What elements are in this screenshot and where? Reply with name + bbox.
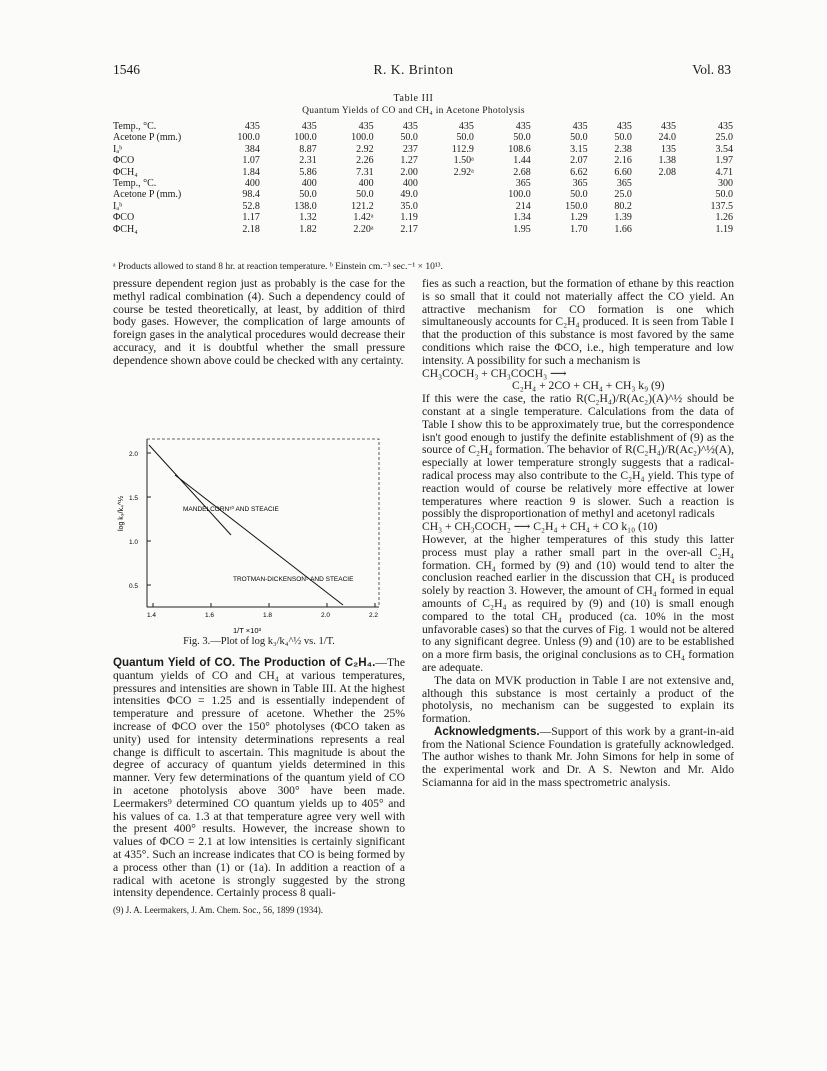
left-paragraph-2: —The quantum yields of CO and CH₄ at various temperatures, pressures and intensities are shown in Table III. At the highest intensities ΦCO = 1.25 and is essentially independent of temperature and pressure of acetone. Whether the 25% increase of ΦCO over the 150° photolyses (ΦCO taken as unity) used for intensity determinations represents a real change is difficult to ascertain. This magnitude is about the degree of accuracy of quantum yields determined in this manner. Very few determinations of the quantum yield of CO in acetone photolysis above 300° have been made. Leermakers⁹ determined CO quantum yields up to 405° and his values of ca. 1.3 at that temperature agree very well with the present 400° results. However, the increase shown to values of ΦCO = 2.1 at low intensities is certainly significant at 435°. Such an increase indicates that CO is being formed by a process other than (1) or (1a). In addition a reaction of a radical with acetone is strongly suggested by the strong intensity dependence. Certainly process 8 quali- [113, 656, 405, 900]
table-cell: 112.9 [451, 143, 474, 155]
block2-row [113, 178, 733, 189]
block1-row [113, 167, 733, 178]
table-cell [418, 201, 474, 212]
table-cell: 25.0 [715, 132, 733, 144]
row-label: Acetone P (mm.) [113, 132, 182, 144]
table-cell: 365 [616, 178, 632, 190]
table-cell: 35.0 [400, 200, 418, 212]
table-cell: 300 [718, 178, 733, 190]
table-cell: 435 [515, 121, 531, 132]
table-cell [418, 212, 474, 223]
table-cell [418, 178, 474, 189]
table-cell: 1.50ᵃ [453, 155, 474, 167]
table-cell: 5.86 [299, 166, 317, 178]
table-cell [632, 224, 676, 235]
table-cell: 50.0 [614, 132, 632, 144]
table-cell: 1.70 [570, 223, 588, 235]
mandelcorn-line [149, 445, 231, 535]
table-cell: 100.0 [508, 189, 531, 201]
table-cell: 435 [358, 121, 374, 132]
table-cell: 400 [358, 178, 374, 190]
table-cell: 365 [572, 178, 588, 190]
table-cell: 50.0 [570, 189, 588, 201]
table-caption: Table III [393, 93, 434, 104]
row-label: ΦCO [113, 212, 135, 224]
table-cell: 400 [244, 178, 260, 190]
y-tick-label: 1.0 [129, 539, 139, 546]
trotman-label: TROTMAN-DICKENSON⁵ AND STEACIE [233, 576, 354, 583]
table-cell: 8.87 [299, 143, 317, 155]
table-cell: 7.31 [356, 166, 374, 178]
ack-heading: Acknowledgments. [434, 724, 540, 738]
row-label: Temp., °C. [113, 121, 157, 132]
table-cell: 1.19 [715, 223, 733, 235]
x-axis-label: 1/T ×10³ [233, 626, 262, 635]
table-cell: 435 [572, 121, 588, 132]
table-cell [418, 189, 474, 200]
table-cell: 1.07 [242, 155, 260, 167]
y-tick-label: 2.0 [129, 451, 139, 458]
block2-row [113, 189, 733, 200]
equation-9a: CH₃COCH₃ + CH₃COCH₃ ⟶ [422, 366, 567, 380]
table-cell: 2.92 [356, 143, 374, 155]
page-number: 1546 [113, 62, 140, 77]
table-cell: 1.42ᵃ [353, 212, 374, 224]
table-cell: 2.00 [400, 166, 418, 178]
block2-row [113, 201, 733, 212]
table-cell: 384 [244, 143, 260, 155]
row-label: Temp., °C. [113, 178, 157, 190]
table-cell: 1.26 [715, 212, 733, 224]
table-cell: 2.08 [658, 166, 677, 178]
mandelcorn-label: MANDELCORN¹⁰ AND STEACIE [183, 506, 279, 513]
table-cell: 2.18 [242, 223, 260, 235]
table-cell: 98.4 [242, 189, 260, 201]
row-label: Iₐᵇ [113, 200, 123, 212]
x-tick-label: 1.6 [205, 612, 215, 619]
table-cell [632, 201, 676, 212]
table-cell: 2.38 [614, 143, 632, 155]
equation-9b: C₂H₄ + 2CO + CH₄ + CH₃ k₉ (9) [512, 379, 665, 393]
table-cell: 24.0 [658, 132, 677, 144]
row-label: Acetone P (mm.) [113, 189, 182, 201]
right-paragraph-1: fies as such a reaction, but the formation of ethane by this reaction is so small that it could not materially affect the CO yield. An attractive mechanism for CO formation is one which simultaneously accounts for C₂H₄ produced. It is seen from Table I that the production of this substance is most favored by the same conditions which raise the ΦCO, i.e., high temperature and low intensity. A possibility for such a mechanism is [422, 277, 734, 367]
figure-3 [113, 435, 405, 635]
table-cell: 1.17 [242, 212, 260, 224]
table-cell: 2.17 [400, 223, 418, 235]
table-cell: 1.82 [299, 223, 317, 235]
table-cell: 1.44 [513, 155, 531, 167]
y-tick-label: 0.5 [129, 583, 139, 590]
table-cell: 1.19 [400, 212, 418, 224]
table-cell: 4.71 [715, 166, 733, 178]
table-cell: 435 [616, 121, 632, 132]
right-paragraph-3: However, at the higher temperatures of this study this latter process must play a rather small part in the over-all C₂H₄ formation. CH₄ formed by (9) and (10) would tend to alter the conclusion reached earlier in the discussion that CH₄ is produced solely by reaction 3. However, the amount of CH₄ formed in equal amounts of C₂H₄ as required by (9) and (10) is small enough compared to the total CH₄ produced (ca. 10% in the most unfavorable cases) so that the curves of Fig. 1 would not be altered to any significant degree. Unless (9) and (10) are to be established on a more firm basis, the original conclusions as to CH₄ formation are adequate. [422, 532, 734, 674]
block2-row [113, 212, 733, 223]
table-cell: 1.66 [614, 223, 632, 235]
table-footnote: ᵃ Products allowed to stand 8 hr. at reaction temperature. ᵇ Einstein cm.⁻³ sec.⁻¹ × 10¹³. [113, 262, 443, 272]
table-cell: 3.54 [715, 143, 733, 155]
block2-row [113, 224, 733, 235]
table-cell [632, 189, 676, 200]
section-heading: Quantum Yield of CO. The Production of C₂H₄. [113, 656, 376, 669]
table-cell: 237 [402, 143, 418, 155]
table-cell: 150.0 [565, 200, 588, 212]
footnote-9: (9) J. A. Leermakers, J. Am. Chem. Soc., 56, 1899 (1934). [113, 905, 323, 915]
table-cell: 6.62 [570, 166, 588, 178]
figure-plot [113, 435, 405, 635]
table-cell: 100.0 [237, 132, 260, 144]
equation-10: CH₃ + CH₃COCH₂ ⟶ C₂H₄ + CH₄ + CO k₁₀ (10) [422, 520, 658, 534]
table-cell: 50.0 [456, 132, 474, 144]
table-cell: 2.92ᵃ [453, 166, 474, 178]
table-cell: 435 [301, 121, 317, 132]
table-cell: 1.84 [242, 166, 260, 178]
x-tick-label: 2.0 [321, 612, 331, 619]
quantum-yield-table [113, 121, 733, 235]
table-cell: 49.0 [400, 189, 418, 201]
table-cell: 365 [515, 178, 531, 190]
table-cell: 435 [402, 121, 418, 132]
table-cell: 52.8 [242, 200, 260, 212]
table-cell: 1.38 [658, 155, 677, 167]
table-cell: 2.16 [614, 155, 632, 167]
table-cell: 100.0 [294, 132, 317, 144]
left-column-top [113, 278, 405, 368]
table-cell: 2.31 [299, 155, 317, 167]
table-cell: 400 [301, 178, 317, 190]
table-cell: 2.07 [570, 155, 588, 167]
volume-label: Vol. 83 [692, 62, 731, 77]
trotman-line [175, 475, 343, 605]
table-cell: 50.0 [570, 132, 588, 144]
table-cell: 1.32 [299, 212, 317, 224]
x-tick-label: 1.8 [263, 612, 273, 619]
table-cell [632, 178, 676, 189]
table-cell: 121.2 [351, 200, 374, 212]
table-cell: 50.0 [299, 189, 317, 201]
right-paragraph-2: If this were the case, the ratio R(C₂H₄)/R(Ac₂)(A)^½ should be constant at a single temperature. Calculations from the data of Table I show this to be approximately true, but the correspondence isn't good enough to justify the definite establishment of (9) as the source of C₂H₄ formation. The behavior of R(C₂H₄)/R(Ac₂)^½(A), especially at lower temperature strongly suggests that a radical-radical process may also contribute to the C₂H₄ yield. This type of reaction would of course be relatively more effective at lower temperatures where reaction 9 is slower. Such a reaction is possibly the disproportionation of methyl and acetonyl radicals [422, 392, 734, 521]
y-tick-label: 1.5 [129, 495, 139, 502]
table-cell: 1.95 [513, 223, 531, 235]
running-author: R. K. Brinton [373, 62, 454, 77]
table-cell: 2.26 [356, 155, 374, 167]
table-cell: 2.20ᵃ [353, 223, 374, 235]
left-column-bottom [113, 657, 405, 900]
table-cell: 435 [458, 121, 474, 132]
table-cell: 138.0 [294, 200, 317, 212]
table-cell: 400 [402, 178, 418, 190]
table-cell: 50.0 [715, 189, 733, 201]
table-cell: 435 [718, 121, 733, 132]
block1-row [113, 132, 733, 143]
table-cell: 50.0 [513, 132, 531, 144]
y-axis-label: log k₃/k₄^½ [118, 495, 125, 531]
table-cell: 50.0 [356, 189, 374, 201]
ack-text: —Support of this work by a grant-in-aid from the National Science Foundation is gratefully acknowledged. The author wishes to thank Mr. John Simons for help in some of the experimental work and Dr. A S. Newton and Mr. Aldo Sciamanna for aid in the mass spectrometric analysis. [422, 724, 734, 790]
table-cell: 1.29 [570, 212, 588, 224]
table-cell [632, 212, 676, 223]
row-label: Iₐᵇ [113, 143, 123, 155]
table-title: Quantum Yields of CO and CH₄ in Acetone Photolysis [302, 106, 525, 116]
block1-row [113, 155, 733, 166]
table-cell: 3.15 [570, 143, 588, 155]
table-cell: 135 [661, 143, 677, 155]
x-tick-label: 1.4 [147, 612, 157, 619]
block1-row [113, 121, 733, 132]
table-cell: 50.0 [400, 132, 418, 144]
x-tick-label: 2.2 [369, 612, 379, 619]
table-cell: 25.0 [614, 189, 632, 201]
row-label: ΦCH₄ [113, 166, 138, 178]
table-cell: 1.27 [400, 155, 418, 167]
table-cell: 6.60 [614, 166, 632, 178]
row-label: ΦCH₄ [113, 223, 138, 235]
table-cell: 100.0 [351, 132, 374, 144]
table-cell: 2.68 [513, 166, 531, 178]
table-cell: 137.5 [710, 200, 733, 212]
block1-row [113, 144, 733, 155]
left-paragraph-1: pressure dependent region just as probably is the case for the methyl radical combination (4). Such a dependency could of course be tested theoretically, at least, by addition of third body gases. However, the complication of large amounts of foreign gases in the analytical procedures would decrease their accuracy, and it is doubtful whether the small pressure dependence shown above could be checked with any certainty. [113, 277, 405, 367]
table-cell: 214 [515, 200, 531, 212]
table-cell: 108.6 [508, 143, 531, 155]
table-cell [418, 224, 474, 235]
table-cell: 435 [244, 121, 260, 132]
table-cell: 435 [661, 121, 677, 132]
table-cell: 1.34 [513, 212, 531, 224]
table-cell: 80.2 [614, 200, 632, 212]
row-label: ΦCO [113, 155, 135, 167]
figure-caption: Fig. 3.—Plot of log k₃/k₄^½ vs. 1/T. [183, 636, 335, 647]
right-paragraph-4: The data on MVK production in Table I are not extensive and, although this substance is most certainly a product of the photolysis, no mechanism can be suggested to explain its formation. [422, 673, 734, 726]
right-column [422, 278, 734, 790]
table-cell: 1.97 [715, 155, 733, 167]
table-cell: 1.39 [614, 212, 632, 224]
